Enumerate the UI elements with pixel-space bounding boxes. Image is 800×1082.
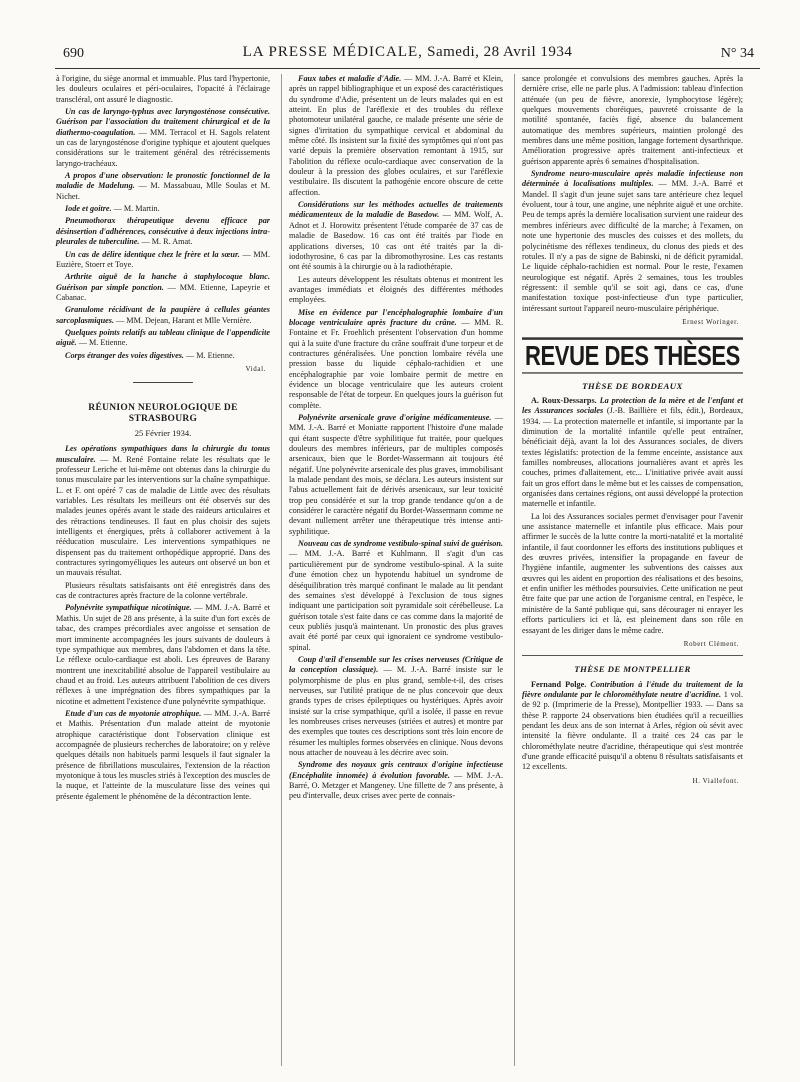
- these-heading: THÈSE DE MONTPELLIER: [574, 664, 691, 675]
- page-header: [55, 44, 760, 68]
- article: Etude d'un cas de myotonie atrophique. — MM. J.-A. Barré et Mathis. Présentation d'un malade atteint de myotonie atrophique caractéristique dont l'observation clinique est accompagnée de plusieurs recherches de laboratoire; on y relève quelques détails non habituels parmi lesquels il faut signaler la présence de fibrillations musculaires, l'extension de la réaction myotonique à tous les muscles striés à l'exception des muscles de la nuque, et l'atteinte de la musculature lisse des veines qui présente également le phénomène de la décontraction lente.: [56, 708, 270, 801]
- masthead: [55, 44, 760, 61]
- paragraph: Les auteurs développent les résultats obtenus et montrent les avantages immédiats et éloignés des différentes méthodes employées.: [289, 274, 503, 305]
- paragraph: sance prolongée et convulsions des membres gauches. Après la dernière crise, elle ne parle plus. A l'admission: tableau d'infection atténuée (un peu de fièvre, anorexie, lymphocytose légère); quelques mouvements choréiques, pauvreté croissante de la motilité spontanée, faciès figé, absence du balancement automatique des membres supérieurs, maintien prolongé des membres dans une même position, langage fortement dysarthrique. Amélioration progressive après traitement anti-infectieux et guérison apparente après 6 semaines d'hospitalisation.: [522, 74, 743, 166]
- article: Syndrome neuro-musculaire après maladie infectieuse non déterminée à localisations multiples. — MM. J.-A. Barré et Mandel. Il s'agit d'un jeune sujet sans tare antérieure chez lequel évoluent, tour à tour, une angine, une néphrite aiguë et une orchite. Peu de temps après la dernière localisation survient une raideur des membres inférieurs avec difficulté de la marche; à l'examen, on note une hypertonie des muscles des cuisses et des mollets, du polycinétisme des réflexes tendineux, du clonus des pieds et des rotules. Il n'y a pas de signe de Babinski, ni de déficit pyramidal. Le liquide céphalo-rachidien est normal. Pour le reste, l'examen neurologique est négatif. Après 2 semaines, tous les troubles régressent: il semble qu'il se soit agi, dans ce cas, d'une manifestation toxique post-infectieuse d'un type particulier, intéressant surtout l'appareil neuro-musculaire périphérique.: [522, 169, 744, 313]
- article: Polynévrite arsenicale grave d'origine médicamenteuse. — MM. J.-A. Barré et Moniatte rapportent l'histoire d'une malade qui étant suspecte d'être syphilitique fut traitée, pour quelques douleurs des membres inférieurs, par de multiples composés arsenicaux, bien que le Bordet-Wassermann ait toujours été négatif. Une polynévrite arsenicale des plus graves, immobilisant la malade pendant des mois, se déclara. Les auteurs insistent sur l'abus actuellement fait de dérivés arsenicaux, sur leur toxicité trop peu considérée et sur la trop grande tendance qu'on a de considérer le caractère négatif du Bordet-Wassermann comme ne devant nullement arrêter une thérapeutique très intense anti-syphilitique.: [289, 413, 503, 536]
- article: Fernand Polge. Contribution à l'étude du traitement de la fièvre ondulante par le chlorométhylate neutre d'acridine. 1 vol. de 92 p. (Imprimerie de la Presse), Montpellier 1933. — Dans sa thèse P. rapporte 24 observations bien étudiées qu'il a recueillies pendant les deux ans de son internat à Arles, région où sévit avec intensité la fièvre ondulante. Il a traité ces 24 cas par le chlorométhylate neutre d'acridine, thérapeutique qui s'est montrée d'une grande efficacité puisqu'il a obtenu 8 résultats satisfaisants et 12 excellents.: [522, 679, 743, 772]
- column-3: [522, 74, 743, 790]
- section-date: 25 Février 1934.: [134, 427, 192, 438]
- column-1: [56, 74, 270, 804]
- signature: Vidal.: [245, 364, 266, 373]
- article: Considérations sur les méthodes actuelles de traitements médicamenteux de la maladie de Basedow. — MM. Wolf, A. Adnot et J. Horowitz présentent l'étude comparée de 37 cas de maladie de Basedow. 16 cas ont été traités par l'iode en applications diverses, 10 cas ont été traités par la di-iodothyrosine, 6 cas par la dibromothyrosine. Les cas restants ont été soumis à la chirurgie ou à la radiothérapie.: [289, 200, 503, 272]
- article: Granulome récidivant de la paupière à cellules géantes sarcoplasmiques. — MM. Dejean, Harant et Mlle Vernière.: [56, 305, 270, 325]
- article: A. Roux-Dessarps. La protection de la mère et de l'enfant et les Assurances sociales (J.-B. Baillière et fils, édit.), Bordeaux, 1934. — La protection maternelle et infantile, si importante par la diminution de la mortalité infantile qu'elle peut entraîner, bénéficiait déjà, avant la loi des Assurances sociales, de divers textes législatifs: protection de la femme enceinte, assistance aux familles nombreuses, allocations journalières avant et après les couches, primes d'allaitement, etc... L'initiative privée avait aussi fait un gros effort dans le même but et les caisses de compensation, organisées dans certaines régions, ont aussi développé la protection maternelle et infantile.: [522, 395, 744, 509]
- these-heading: THÈSE DE BORDEAUX: [582, 380, 683, 391]
- article: Les opérations sympathiques dans la chirurgie du tonus musculaire. — M. René Fontaine relate les résultats que le professeur Leriche et lui-même ont obtenus dans la chirurgie du tonus musculaire par les interventions sur la chaîne sympathique. L. et F. ont opéré 7 cas de maladie de Little avec des résultats variables. Les résultats les meilleurs ont été observés sur des malades jeunes opérés avant le stade des raideurs articulaires et des rétractions tendineuses. Il faut en plus choisir des sujets intelligents et énergiques, prêts à collaborer activement à la rééducation musculaire. Les interventions sympathiques ne dispensent pas du traitement orthopédique approprié. Dans des contractures syringomyéliques les auteurs ont observé un bon et un mauvais résultat.: [56, 444, 270, 578]
- article: Nouveau cas de syndrome vestibulo-spinal suivi de guérison. — MM. J.-A. Barré et Kuhlmann. Il s'agit d'un cas particulièrement pur de syndrome vestibulo-spinal. A la suite d'une émotion chez un hypotendu habituel un syndrome de déséquilibration très marqué confinant le malade au lit pendant des semaines s'est développé à l'exclusion de tous signes indiquant une participation soit pyramidale soit cérébelleuse. La guérison totale s'est faite dans ce cas comme dans la majorité de ceux publiés jusqu'à maintenant. Un pronostic des plus graves avait été porté par ceux qui ignoraient ce syndrome vestibulo-spinal.: [289, 539, 503, 652]
- article: Arthrite aiguë de la hanche à staphylocoque blanc. Guérison par simple ponction. — MM. Etienne, Lapeyrie et Cabanac.: [56, 272, 270, 302]
- section-rule: [522, 655, 743, 656]
- paragraph: La loi des Assurances sociales permet d'envisager pour l'avenir une assistance maternelle et infantile plus efficace. Mais pour affirmer le succès de la lutte contre la morti-natalité et la mortalité infantile, il faut coordonner les efforts des institutions publiques et des œuvres privées, intensifier la propagande en faveur de l'hygiène infantile, augmenter les subventions des caisses aux œuvres qui les aident en proportion des réalisations et des besoins, et enfin unifier les méthodes poursuivies. Cette unification ne peut être faite que par une action de l'organisme central, en l'espèce, le ministère de la Santé publique qui, sans décourager ni enrayer les efforts particuliers ici et là, est pleinement dans son rôle en essayant de les diriger dans le même cadre.: [522, 511, 743, 635]
- page-number: 690: [63, 46, 84, 61]
- signature: Robert Clément.: [683, 639, 739, 648]
- section-rule: [133, 382, 193, 383]
- article: Corps étranger des voies digestives. — M. Etienne.: [65, 350, 235, 360]
- article: Coup d'œil d'ensemble sur les crises nerveuses (Critique de la conception classique). — M. J.-A. Barré insiste sur le polymorphisme de plus en plus grand, semble-t-il, des crises nerveuses, sur l'utilité pratique de ne plus concevoir que deux grands types de crises épileptiques ou hystériques. Après avoir insisté sur la crise sympathique, qu'il a isolée, il passe en revue les nombreuses crises nerveuses (striées et autres) et montre par des exemples que toutes ces descriptions sont très loin encore de résumer les multiples formes observées en clinique. Nous devons nous attacher de nouveau à les décrire avec soin.: [289, 654, 503, 757]
- article: A propos d'une observation: le pronostic fonctionnel de la maladie de Madelung. — M. Massabuau, Mlle Soulas et M. Nichet.: [56, 171, 270, 201]
- header-rule: [55, 68, 760, 69]
- article: Un cas de laryngo-typhus avec laryngosténose consécutive. Guérison par l'association du traitement chirurgical et de la diathermo-coagulation. — MM. Terracol et H. Sagols relatent un cas de laryngosténose d'origine typhique et ajoutent quelques considérations sur le traitement général des rétrécissements laryngo-trachéaux.: [56, 107, 270, 168]
- column-divider: [281, 74, 282, 1066]
- article: Faux tabes et maladie d'Adie. — MM. J.-A. Barré et Klein, après un rappel bibliographique et un exposé des caractéristiques du syndrome d'Adie, présentent un de leurs malades qui en est atteint. En plus de l'aréflexie et des troubles du réflexe photomoteur unilatéral gauche, ce malade présente une série de signes d'irritation du sympathique cervical et abdominal du même côté. Ils insistent sur la fixité des symptômes qui n'ont pas varié depuis la première observation remontant à 1915, sur l'abolition du réflexe oculo-cardiaque avec conservation de la douleur à la pression des globes oculaires, et sur l'aréflexie vestibulaire. Ils discutent la pathogénie encore obscure de cette affection.: [289, 74, 503, 197]
- revue-heading: REVUE DES THÈSES: [522, 338, 743, 375]
- signature: H. Viallefont.: [692, 776, 739, 785]
- issue-date: Samedi, 28 Avril 1934: [427, 44, 573, 60]
- column-divider: [514, 74, 515, 1066]
- journal-title: LA PRESSE MÉDICALE,: [242, 44, 423, 60]
- article: Iode et goitre. — M. Martin.: [65, 204, 160, 214]
- article: Un cas de délire identique chez le frère et la sœur. — MM. Euzière, Stoerr et Toye.: [56, 249, 270, 269]
- paragraph: Plusieurs résultats satisfaisants ont été enregistrés dans des cas de contractures après fracture de la colonne vertébrale.: [56, 580, 270, 601]
- issue-number: N° 34: [720, 46, 754, 61]
- section-heading: RÉUNION NEUROLOGIQUE DE STRASBOURG: [88, 403, 238, 424]
- article: Mise en évidence par l'encéphalographie lombaire d'un blocage ventriculaire après fracture du crâne. — MM. R. Fontaine et Fr. Froehlich présentent l'observation d'un homme qui à la suite d'une fracture du crâne souffrait d'une torpeur et de contractures généralisées. Une ponction lombaire révéla une pression basse du liquide céphalo-rachidien et une encéphalographie par voie lombaire permit de mettre en évidence un blocage ventriculaire que les auteurs croient responsable de l'état de torpeur. En quelques jours la guérison fut complète.: [289, 307, 504, 410]
- signature: Ernest Woringer.: [682, 317, 739, 326]
- article: Polynévrite sympathique nicotinique. — MM. J.-A. Barré et Mathis. Un sujet de 28 ans présente, à la suite d'un fort excès de tabac, des crampes précordiales avec angoisse et sensation de mort imminente accompagnées les jours suivants de douleurs à type sympathique aux membres, dans l'abdomen et dans la tête. Le réflexe oculo-cardiaque est aboli. Les épreuves de Barany montrent une inexcitabilité absolue de l'appareil vestibulaire au chaud et au froid. Les auteurs attribuent l'abolition de ces divers réflexes à une imprégnation des fibres sympathiques par la nicotine et admettent l'existence d'une polynévrite sympathique.: [56, 603, 270, 706]
- paragraph: à l'origine, du siège anormal et immuable. Plus tard l'hypertonie, les douleurs oculaires et péri-oculaires, l'opacité à l'éclairage transcléral, ont assuré le diagnostic.: [56, 74, 270, 104]
- article: Syndrome des noyaux gris centraux d'origine infectieuse (Encéphalite innomée) à évolution favorable. — MM. J.-A. Barré, O. Metzger et Mangeney. Une fillette de 7 ans présente, à peu d'intervalle, deux crises avec perte de connais-: [289, 760, 503, 801]
- article: Pneumothorax thérapeutique devenu efficace par désinsertion d'adhérences, consécutive à deux injections intra-pleurales de tuberculine. — M. R. Amat.: [56, 216, 270, 247]
- column-2: [289, 74, 503, 804]
- article: Quelques points relatifs au tableau clinique de l'appendicite aiguë. — M. Etienne.: [56, 327, 270, 348]
